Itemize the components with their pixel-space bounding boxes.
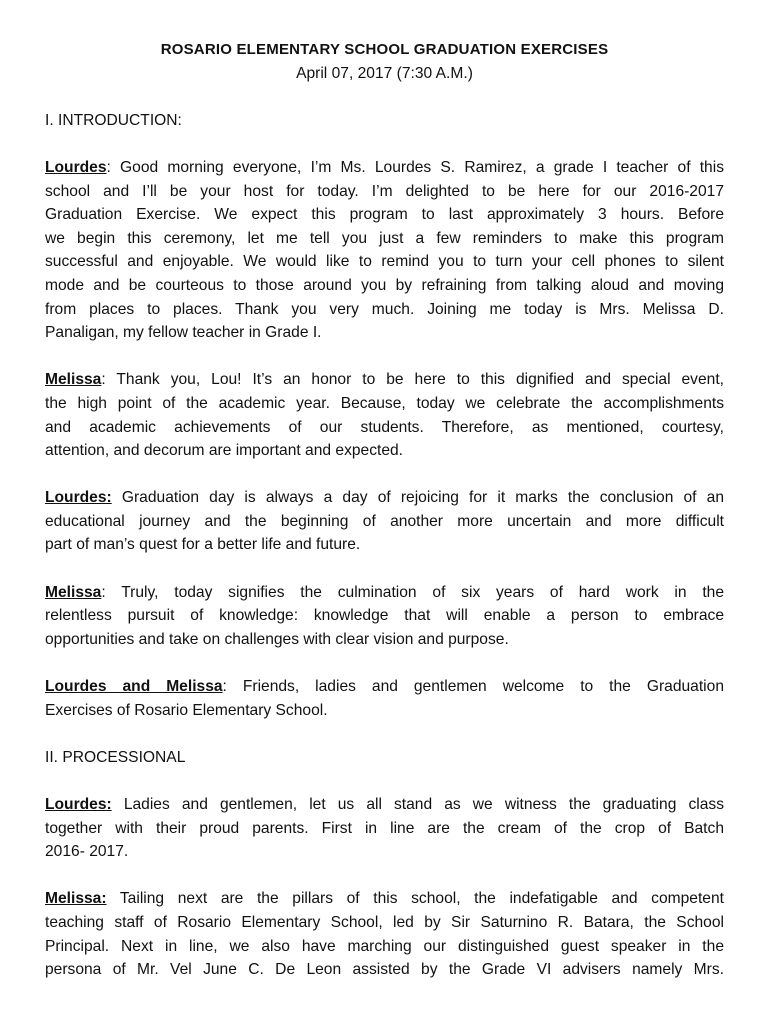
text-line: from places to places. Thank you very much. Joining me today is Mrs. Melissa D. bbox=[45, 300, 724, 318]
dialogue-paragraph bbox=[45, 368, 724, 462]
line-text: Truly, today signifies the culmination of six years of hard work in the bbox=[121, 583, 725, 601]
document-page bbox=[45, 38, 724, 982]
text-line: Graduation Exercise. We expect this program to last approximately 3 hours. Before bbox=[45, 206, 724, 224]
text-line: part of man’s quest for a better life and future. bbox=[45, 536, 361, 554]
text-line: Melissa: Thank you, Lou! It’s an honor to be here to this dignified and special event, bbox=[45, 371, 724, 389]
text-line: attention, and decorum are important and expected. bbox=[45, 442, 404, 460]
line-text: Thank you, Lou! It’s an honor to be here to this dignified and special event, bbox=[116, 371, 724, 389]
section-heading: II. PROCESSIONAL bbox=[45, 748, 186, 766]
dialogue-paragraph bbox=[45, 486, 724, 557]
text-line: Principal. Next in line, we also have marching our distinguished guest speaker in the bbox=[45, 937, 724, 955]
line-text: Friends, ladies and gentlemen welcome to the Graduation bbox=[242, 678, 724, 696]
text-line bbox=[45, 793, 724, 817]
text-line: persona of Mr. Vel June C. De Leon assisted by the Grade VI advisers namely Mrs. bbox=[45, 961, 724, 979]
text-line: Exercises of Rosario Elementary School. bbox=[45, 701, 328, 719]
dialogue-paragraph bbox=[45, 581, 724, 652]
speaker-label: Melissa: bbox=[45, 890, 107, 908]
text-line: educational journey and the beginning of another more uncertain and more difficult bbox=[45, 512, 724, 530]
text-line: teaching staff of Rosario Elementary School, led by Sir Saturnino R. Batara, the School bbox=[45, 913, 724, 931]
dialogue-paragraph bbox=[45, 793, 724, 864]
speaker-label: Lourdes: bbox=[45, 489, 112, 507]
text-line: successful and enjoyable. We would like to remind you to turn your cell phones to silent bbox=[45, 253, 724, 271]
text-line: together with their proud parents. First in line are the cream of the crop of Batch bbox=[45, 819, 724, 837]
speaker-label: Melissa bbox=[45, 371, 102, 389]
text-line: school and I’ll be your host for today. I’m delighted to be here for our 2016-2017 bbox=[45, 182, 724, 200]
text-line: we begin this ceremony, let me tell you just a few reminders to make this program bbox=[45, 229, 724, 247]
text-line: the high point of the academic year. Because, today we celebrate the accomplishments bbox=[45, 394, 724, 412]
line-text: Good morning everyone, I’m Ms. Lourdes S. Ramirez, a grade I teacher of this bbox=[120, 158, 724, 176]
text-line bbox=[45, 887, 724, 911]
section-heading: I. INTRODUCTION: bbox=[45, 111, 182, 129]
dialogue-paragraph bbox=[45, 156, 724, 345]
document-body bbox=[45, 109, 724, 982]
line-text: Ladies and gentlemen, let us all stand as we witness the graduating class bbox=[123, 796, 724, 813]
text-line: Melissa: Truly, today signifies the culmination of six years of hard work in the bbox=[45, 583, 725, 601]
speaker-label: Lourdes bbox=[45, 158, 107, 176]
text-line: Lourdes and Melissa: Friends, ladies and gentlemen welcome to the Graduation bbox=[45, 678, 724, 696]
dialogue-paragraph bbox=[45, 887, 724, 981]
speaker-label: Lourdes and Melissa bbox=[45, 678, 223, 696]
section-1 bbox=[45, 109, 724, 722]
dialogue-paragraph bbox=[45, 675, 724, 722]
text-line: 2016- 2017. bbox=[45, 843, 129, 861]
document-date: April 07, 2017 (7:30 A.M.) bbox=[296, 64, 473, 82]
speaker-label: Melissa bbox=[45, 583, 102, 601]
line-text: Tailing next are the pillars of this school, the indefatigable and competent bbox=[119, 890, 724, 908]
speaker-label: Lourdes: bbox=[45, 796, 112, 813]
text-line: relentless pursuit of knowledge: knowledge that will enable a person to embrace bbox=[45, 607, 724, 625]
text-line: mode and be courteous to those around you by refraining from talking aloud and moving bbox=[45, 276, 724, 294]
document-title: ROSARIO ELEMENTARY SCHOOL GRADUATION EXERCISES bbox=[160, 41, 609, 58]
section-2 bbox=[45, 746, 724, 982]
text-line: and academic achievements of our students. Therefore, as mentioned, courtesy, bbox=[45, 418, 724, 436]
text-line bbox=[45, 486, 724, 510]
text-line: Panaligan, my fellow teacher in Grade I. bbox=[45, 324, 322, 342]
line-text: Graduation day is always a day of rejoicing for it marks the conclusion of an bbox=[121, 489, 724, 507]
text-line: Lourdes: Good morning everyone, I’m Ms. Lourdes S. Ramirez, a grade I teacher of this bbox=[45, 158, 724, 176]
text-line: opportunities and take on challenges with clear vision and purpose. bbox=[45, 630, 509, 648]
